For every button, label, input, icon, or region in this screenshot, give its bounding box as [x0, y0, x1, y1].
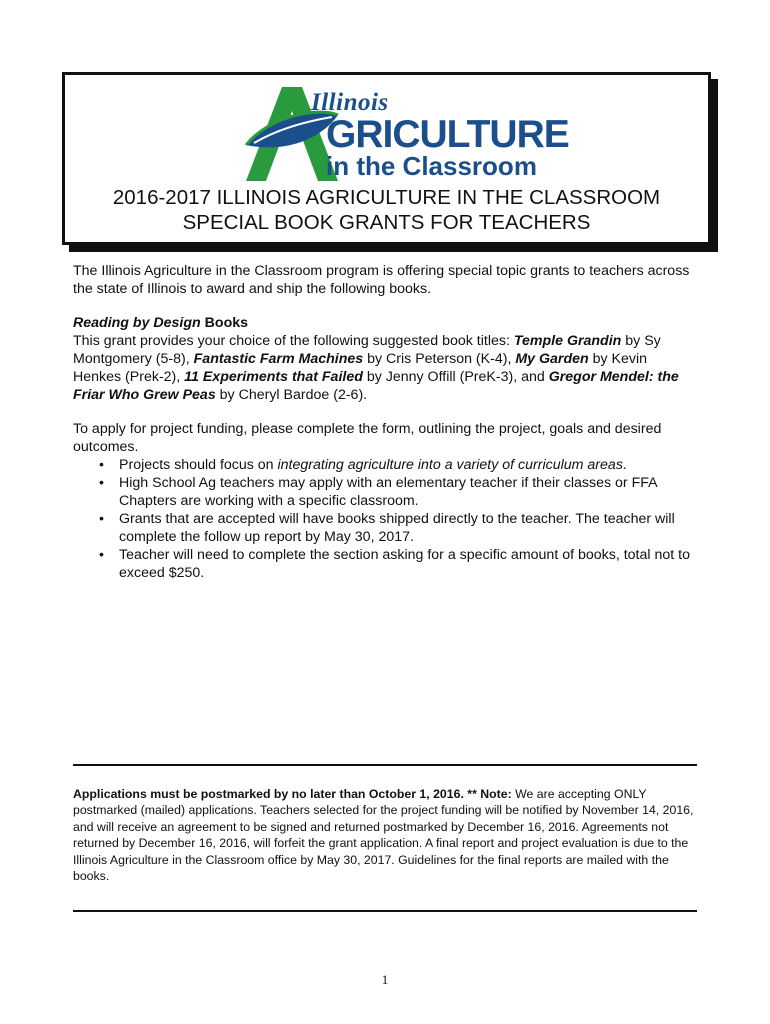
grant-heading-italic: Reading by Design: [73, 315, 201, 331]
title-line-1: 2016-2017 ILLINOIS AGRICULTURE IN THE CLASSROOM: [112, 186, 661, 209]
header-box: [62, 72, 711, 245]
title-line-2: SPECIAL BOOK GRANTS FOR TEACHERS: [182, 211, 591, 234]
list-item: • Grants that are accepted will have books shipped directly to the teacher. The teacher will complete the follow up report by May 30, 2017.: [119, 510, 698, 546]
page-title: [65, 185, 708, 235]
page-number: 1: [381, 972, 389, 987]
book-title-4: 11 Experiments that Failed: [184, 369, 363, 385]
book-author-1: by Sy Montgomery (5-8),: [73, 333, 661, 367]
bullet-1-emphasis: integrating agriculture into a variety of curriculum areas: [277, 457, 623, 473]
intro-paragraph: The Illinois Agriculture in the Classroom program is offering special topic grants to teachers across the state of Illinois to award and ship the following books.: [73, 263, 690, 297]
book-title-1: Temple Grandin: [513, 333, 622, 349]
list-item: • Teacher will need to complete the section asking for a specific amount of books, total not to exceed $250.: [119, 546, 698, 582]
logo-classroom-text: in the Classroom: [326, 151, 537, 181]
list-item: [119, 456, 698, 474]
deadline-notice-bold: Applications must be postmarked by no later than October 1, 2016. ** Note:: [73, 787, 512, 801]
book-title-5: Gregor Mendel: the Friar Who Grew Peas: [73, 369, 679, 403]
book-title-2: Fantastic Farm Machines: [193, 351, 364, 367]
main-content: [73, 262, 698, 582]
book-author-3: by Kevin Henkes (Prek-2),: [73, 351, 648, 385]
list-item: • High School Ag teachers may apply with an elementary teacher if their classes or FFA Chapters are working with a specific classroom.: [119, 474, 698, 510]
grant-section: [73, 314, 698, 404]
book-author-4: by Jenny Offill (PreK-3), and: [362, 369, 549, 385]
grant-heading-rest: Books: [200, 315, 249, 331]
bullet-1-text: Projects should focus on: [119, 457, 278, 473]
logo-agriculture-text: GRICULTURE: [326, 113, 569, 156]
requirements-list: [73, 456, 698, 582]
logo-illinois-text: Illinois: [311, 89, 389, 116]
book-author-5: by Cheryl Bardoe (2-6).: [215, 387, 368, 403]
divider-top: [73, 764, 697, 766]
apply-intro: To apply for project funding, please complete the form, outlining the project, goals and desired outcomes.: [73, 421, 662, 455]
apply-section: [73, 420, 698, 582]
book-title-3: My Garden: [515, 351, 589, 367]
deadline-notice: [73, 786, 698, 884]
grant-heading: [73, 315, 248, 331]
deadline-notice-text: We are accepting ONLY postmarked (mailed) applications. Teachers selected for the project funding will be notified by November 14, 2016, and will receive an agreement to be signed and returned postmarked by December 16, 2016. Agreements not returned by December 16, 2016, will forfeit the grant application. A final report and project evaluation is due to the Illinois Agriculture in the Classroom office by May 30, 2017. Guidelines for the final reports are mailed with the books.: [73, 787, 694, 884]
grant-text: This grant provides your choice of the following suggested book titles:: [73, 333, 514, 349]
book-author-2: by Cris Peterson (K-4),: [363, 351, 516, 367]
bullet-1-end: .: [622, 457, 627, 473]
logo: [240, 85, 570, 185]
divider-bottom: [73, 910, 697, 912]
